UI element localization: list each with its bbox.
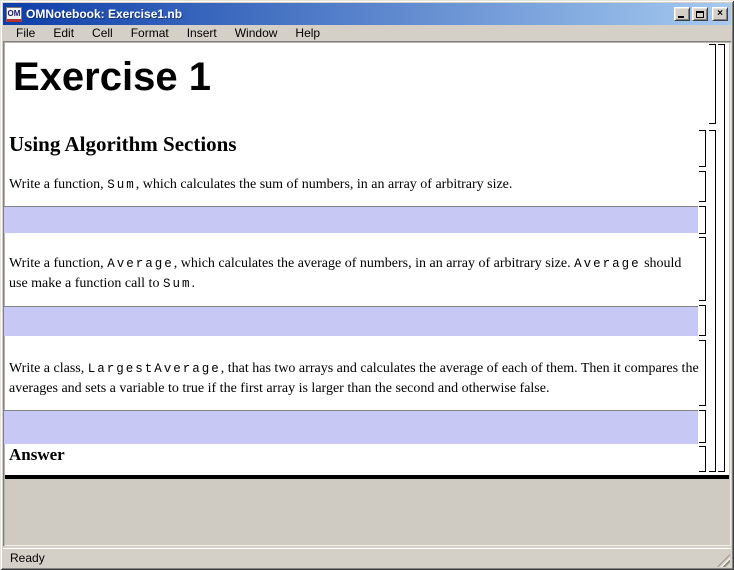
menu-edit[interactable]: Edit (53, 26, 75, 40)
menu-help[interactable]: Help (295, 26, 321, 40)
text-segment: should use make a function call to (9, 256, 682, 291)
answer-heading-cell: Answer (9, 445, 65, 464)
cell-bracket-input-1[interactable] (699, 206, 706, 234)
input-cell-2[interactable] (4, 306, 698, 336)
cell-bracket-input-2[interactable] (699, 305, 706, 336)
cell-bracket-input-3[interactable] (699, 410, 706, 443)
status-text: Ready (10, 551, 45, 565)
text-cell-average (9, 254, 699, 294)
minimize-icon (678, 16, 684, 18)
text-segment: Write a function, (9, 177, 108, 192)
code-segment: Sum (162, 277, 192, 291)
menu-format[interactable]: Format (130, 26, 169, 40)
cell-bracket-document[interactable] (718, 44, 725, 472)
code-segment: Average (574, 257, 641, 271)
menu-window[interactable]: Window (234, 26, 278, 40)
notebook-scroll-area (3, 41, 731, 546)
section-heading-cell: Using Algorithm Sections (9, 132, 237, 156)
maximize-icon (696, 11, 704, 18)
text-segment: Write a function, (9, 256, 108, 271)
text-segment: , that has two arrays and calculates the average of each of them. Then it compares the averages and sets a variable to true if the first array is larger than the second and otherwise false. (9, 361, 699, 396)
app-icon: OM (6, 7, 22, 22)
text-cell-sum (9, 175, 695, 195)
cell-bracket-title[interactable] (709, 44, 716, 124)
menu-insert[interactable]: Insert (186, 26, 217, 40)
title-cell: Exercise 1 (13, 55, 211, 99)
text-segment: Write a class, (9, 361, 88, 376)
page-end-divider (5, 475, 729, 479)
menu-file[interactable]: File (16, 26, 36, 40)
input-cell-3[interactable] (4, 410, 698, 444)
menu-cell[interactable]: Cell (92, 26, 113, 40)
window-title: OMNotebook: Exercise1.nb (26, 7, 183, 21)
maximize-button[interactable] (692, 7, 708, 21)
menubar (3, 25, 731, 41)
code-segment: Sum (107, 178, 136, 192)
cell-bracket-section-group[interactable] (709, 130, 716, 472)
minimize-button[interactable] (674, 7, 690, 21)
text-segment: . (191, 276, 195, 291)
text-segment: , which calculates the average of numbers, in an array of arbitrary size. (173, 256, 575, 271)
titlebar[interactable] (3, 3, 731, 25)
cell-bracket-text-3[interactable] (699, 340, 706, 406)
input-cell-1[interactable] (4, 206, 698, 233)
cell-bracket-section-heading[interactable] (699, 130, 706, 167)
statusbar (3, 548, 731, 567)
text-cell-largestaverage (9, 359, 699, 399)
cell-bracket-text-1[interactable] (699, 171, 706, 202)
cell-bracket-text-2[interactable] (699, 237, 706, 301)
close-icon: × (717, 8, 723, 19)
cell-bracket-answer[interactable] (699, 446, 706, 472)
text-segment: , which calculates the sum of numbers, in an array of arbitrary size. (135, 177, 513, 192)
close-button[interactable] (712, 7, 728, 21)
code-segment: LargestAverage (87, 362, 221, 376)
code-segment: Average (107, 257, 174, 271)
